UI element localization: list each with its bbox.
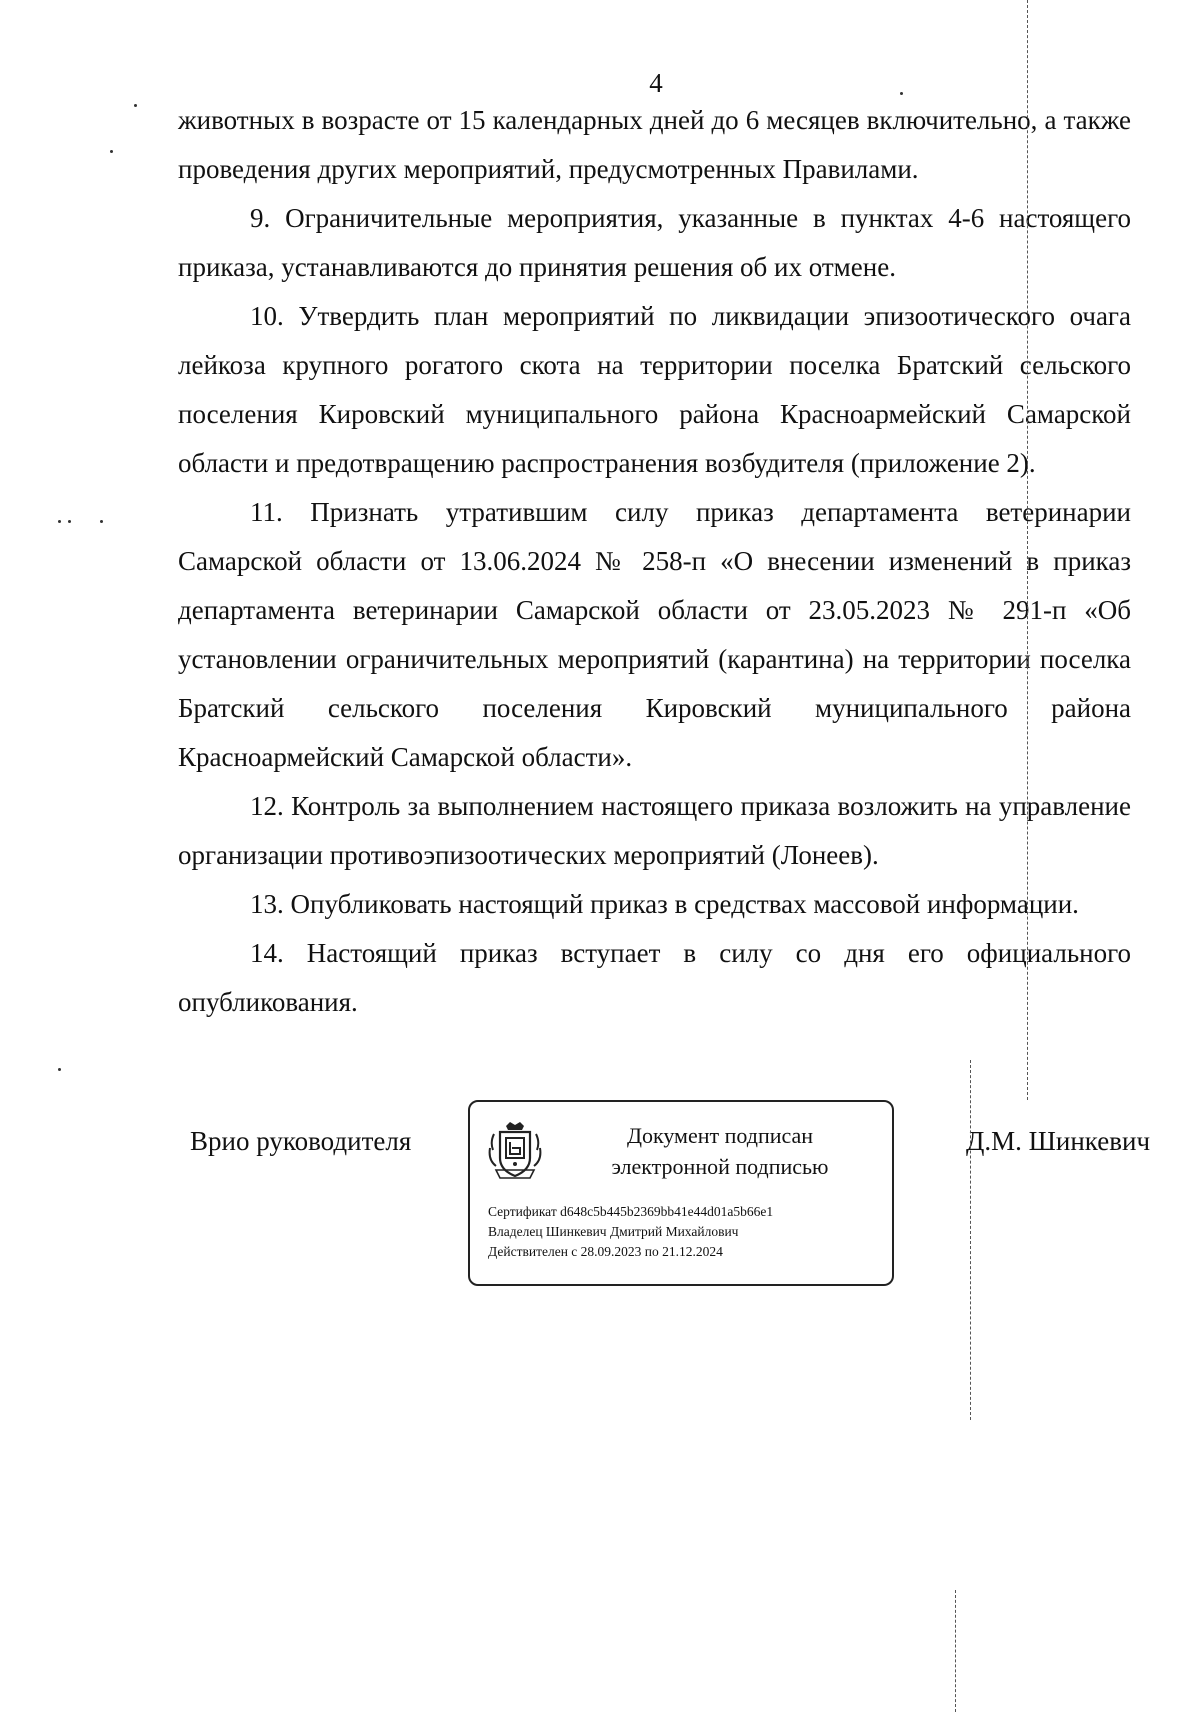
scan-speck bbox=[58, 520, 61, 523]
paragraph-11: 11. Признать утратившим силу приказ департамента ветеринарии Самарской области от 13.06.2024 № 258-п «О внесении изменений в приказ департамента ветеринарии Самарской области от 23.05.2023 № 291-п «Об установлении ограничительных мероприятий (карантина) на территории поселка Братский сельского поселения Кировский муниципального района Красноармейский Самарской области». bbox=[178, 497, 1131, 772]
paragraph-12: 12. Контроль за выполнением настоящего приказа возложить на управление организации противоэпизоотических мероприятий (Лонеев). bbox=[178, 791, 1131, 870]
document-body bbox=[178, 96, 1131, 1027]
stamp-details bbox=[488, 1202, 773, 1262]
stamp-certificate: Сертификат d648c5b445b2369bb41e44d01a5b66e1 bbox=[488, 1204, 774, 1219]
stamp-heading bbox=[560, 1120, 880, 1182]
paragraph-continuation: животных в возрасте от 15 календарных дней до 6 месяцев включительно, а также проведения других мероприятий, предусмотренных Правилами. bbox=[178, 105, 1131, 184]
signer-title: Врио руководителя bbox=[190, 1126, 412, 1156]
scan-speck bbox=[100, 520, 103, 523]
stamp-validity: Действителен с 28.09.2023 по 21.12.2024 bbox=[488, 1244, 723, 1259]
scan-speck bbox=[58, 1068, 61, 1071]
paragraph-13: 13. Опубликовать настоящий приказ в средствах массовой информации. bbox=[250, 889, 1079, 919]
scan-artifact-line bbox=[1027, 0, 1028, 1100]
signature-block bbox=[0, 1100, 1200, 1290]
scan-speck bbox=[134, 104, 137, 107]
paragraph-9: 9. Ограничительные мероприятия, указанные в пунктах 4-6 настоящего приказа, устанавливаются до принятия решения об их отмене. bbox=[178, 203, 1131, 282]
stamp-heading-line2: электронной подписью bbox=[611, 1154, 829, 1179]
scan-artifact-line bbox=[955, 1590, 956, 1712]
scan-artifact-line bbox=[970, 1060, 971, 1420]
scan-speck bbox=[900, 92, 903, 95]
coat-of-arms-icon bbox=[486, 1120, 544, 1182]
stamp-heading-line1: Документ подписан bbox=[626, 1123, 814, 1148]
stamp-owner: Владелец Шинкевич Дмитрий Михайлович bbox=[488, 1224, 739, 1239]
scan-speck bbox=[68, 520, 71, 523]
paragraph-14: 14. Настоящий приказ вступает в силу со дня его официального опубликования. bbox=[178, 938, 1131, 1017]
page-number: 4 bbox=[649, 68, 663, 98]
scan-speck bbox=[110, 150, 113, 153]
signer-name: Д.М. Шинкевич bbox=[966, 1126, 1151, 1156]
electronic-signature-stamp bbox=[468, 1100, 894, 1286]
paragraph-10: 10. Утвердить план мероприятий по ликвидации эпизоотического очага лейкоза крупного рогатого скота на территории поселка Братский сельского поселения Кировский муниципального района Красноармейский Самарской области и предотвращению распространения возбудителя (приложение 2). bbox=[178, 301, 1131, 478]
